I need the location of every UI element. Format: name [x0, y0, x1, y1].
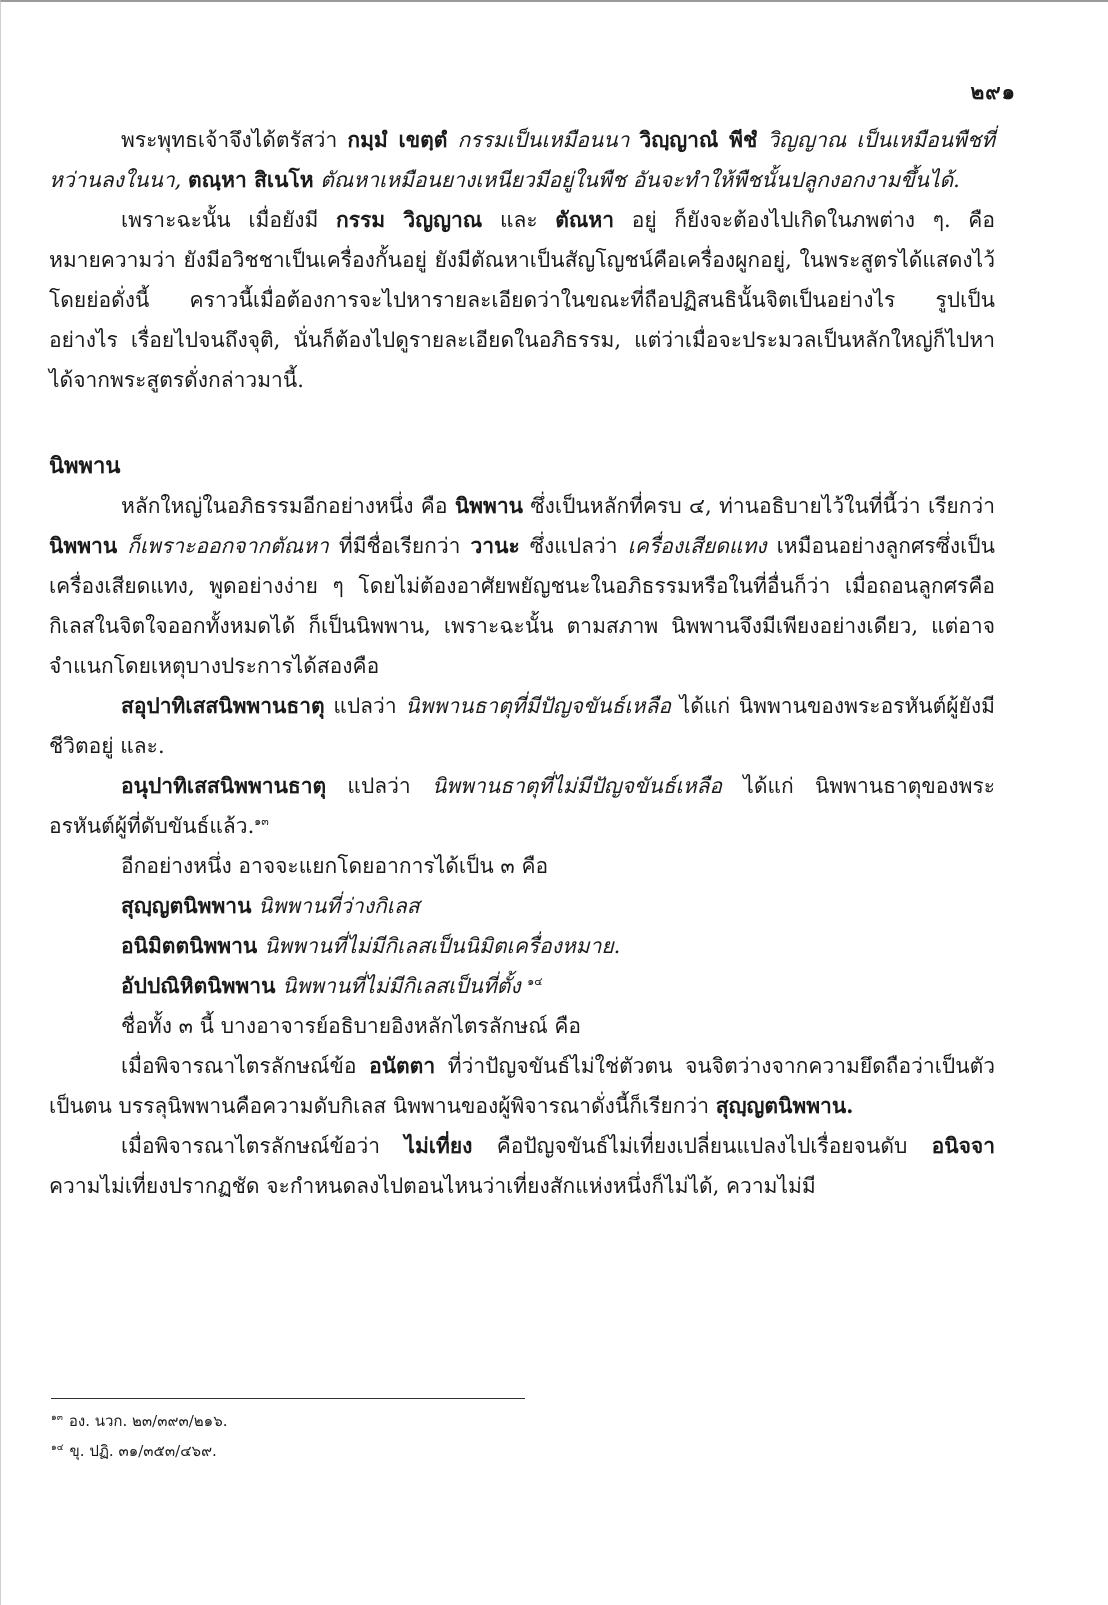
italic-phrase: ก็เพราะออกจากตัณหา — [117, 534, 329, 558]
footnote-marker[interactable]: ๑๓ — [254, 815, 269, 828]
italic-phrase: นิพพานที่ว่างกิเลส — [251, 894, 420, 918]
italic-phrase: เครื่องเสียดแทง — [627, 534, 767, 558]
italic-phrase: นิพพานธาตุที่ไม่มีปัญจขันธ์เหลือ — [431, 774, 723, 798]
text-run: คือปัญจขันธ์ไม่เที่ยงเปลี่ยนแปลงไปเรื่อยจนดับ — [472, 1134, 932, 1158]
paragraph-3 — [49, 486, 995, 686]
page-number: ๒๙๑ — [970, 79, 1016, 104]
bold-term: อนัตตา — [369, 1053, 436, 1078]
text-run: แปลว่า — [326, 774, 432, 798]
bold-term: กรรม วิญญาณ — [336, 207, 483, 232]
bold-term: สุญฺญตนิพพาน — [121, 893, 252, 918]
text-run: ได้แก่ นิพพานของพระอรหันต์ผู้ยังมีชีวิตอยู่ และ. — [49, 694, 995, 758]
paragraph-2 — [49, 200, 995, 400]
bold-term: ตัณหา — [555, 207, 615, 232]
translation: วิญญาณ เป็นเหมือนพืชที่หว่านลงในนา, — [49, 128, 995, 192]
text-run: แปลว่า — [324, 694, 406, 718]
footnote-number: ๑๔ — [51, 1443, 64, 1453]
text-run: เมื่อพิจารณาไตรลักษณ์ข้อว่า — [121, 1134, 405, 1158]
body-text — [49, 120, 995, 1206]
bold-term: อนิจจา — [931, 1133, 995, 1158]
bold-term: ไม่เที่ยง — [404, 1133, 473, 1158]
paragraph-5 — [49, 766, 995, 846]
bold-term: อัปปณิหิตนิพพาน — [121, 973, 276, 998]
text-run: ที่มีชื่อเรียกว่า — [328, 534, 471, 558]
footnote-number: ๑๓ — [51, 1413, 63, 1423]
text-run: เหมือนอย่างลูกศรซึ่งเป็นเครื่องเสียดแทง, พูดอย่างง่าย ๆ โดยไม่ต้องอาศัยพยัญชนะในอภิธรรมหรือในที่อื่นก็ว่า เมื่อถอนลูกศรคือกิเลสในจิตใจออกทั้งหมดได้ ก็เป็นนิพพาน, เพราะฉะนั้น ตามสภาพ นิพพานจึงมีเพียงอย่างเดียว, แต่อาจจำแนกโดยเหตุบางประการได้สองคือ — [49, 534, 995, 678]
text-run: ได้แก่ นิพพานธาตุของพระอรหันต์ผู้ที่ดับขันธ์แล้ว. — [49, 774, 995, 838]
text-run: เพราะฉะนั้น เมื่อยังมี — [121, 208, 337, 232]
bold-term: สุญฺญตนิพพาน. — [715, 1093, 854, 1118]
paragraph-4 — [49, 686, 995, 766]
section-gap — [49, 400, 995, 438]
bold-term: นิพพาน — [49, 533, 118, 558]
footnote-13 — [51, 1406, 951, 1436]
text-run: ความไม่เที่ยงปรากฏชัด จะกำหนดลงไปตอนไหนว่าเที่ยงสักแห่งหนึ่งก็ไม่ได้, ความไม่มี — [49, 1174, 816, 1198]
italic-phrase: นิพพานธาตุที่มีปัญจขันธ์เหลือ — [405, 694, 671, 718]
paragraph-9 — [49, 1126, 995, 1206]
list-item — [49, 886, 995, 926]
bold-term: วานะ — [470, 533, 520, 558]
footnote-marker[interactable]: ๑๔ — [527, 975, 543, 988]
text-run: ซึ่งแปลว่า — [519, 534, 628, 558]
list-item — [49, 926, 995, 966]
pali-term: ตณฺหา สิเนโห — [188, 167, 314, 192]
translation: กรรมเป็นเหมือนนา — [447, 128, 640, 152]
text-run: ที่ว่าปัญจขันธ์ไม่ใช่ตัวตน จนจิตว่างจากความยึดถือว่าเป็นตัวเป็นตน บรรลุนิพพานคือความดับกิเลส นิพพานของผู้พิจารณาดั่งนี้ก็เรียกว่า — [49, 1054, 995, 1118]
italic-phrase: นิพพานที่ไม่มีกิเลสเป็นที่ตั้ง — [275, 974, 521, 998]
text-run: อยู่ ก็ยังจะต้องไปเกิดในภพต่าง ๆ. คือหมายความว่า ยังมีอวิชชาเป็นเครื่องกั้นอยู่ ยังมีตัณหาเป็นสัญโญชน์คือเครื่องผูกอยู่, ในพระสูตรได้แสดงไว้โดยย่อดั่งนี้ คราวนี้เมื่อต้องการจะไปหารายละเอียดว่าในขณะที่ถือปฏิสนธินั้นจิตเป็นอย่างไร รูปเป็นอย่างไร เรื่อยไปจนถึงจุติ, นั่นก็ต้องไปดูรายละเอียดในอภิธรรม, แต่ว่าเมื่อจะประมวลเป็นหลักใหญ่ก็ไปหาได้จากพระสูตรดั่งกล่าวมานี้. — [49, 208, 995, 392]
text-run: หลักใหญ่ในอภิธรรมอีกอย่างหนึ่ง คือ — [121, 494, 455, 518]
italic-phrase: นิพพานที่ไม่มีกิเลสเป็นนิมิตเครื่องหมาย. — [257, 934, 621, 958]
paragraph-7: ชื่อทั้ง ๓ นี้ บางอาจารย์อธิบายอิงหลักไตรลักษณ์ คือ — [121, 1014, 582, 1038]
text-run: เมื่อพิจารณาไตรลักษณ์ข้อ — [121, 1054, 370, 1078]
text-run: พระพุทธเจ้าจึงได้ตรัสว่า — [121, 128, 348, 152]
paragraph-8 — [49, 1046, 995, 1126]
bold-term: นิพพาน — [454, 493, 524, 518]
footnote-text: ขุ. ปฏิ. ๓๑/๓๕๓/๔๖๙. — [69, 1442, 217, 1460]
section-heading: นิพพาน — [49, 453, 121, 479]
pali-term: วิญฺญาณํ พีชํ — [639, 127, 758, 152]
translation: ตัณหาเหมือนยางเหนียวมีอยู่ในพืช อันจะทำให้พืชนั้นปลูกงอกงามขึ้นได้. — [313, 168, 960, 192]
text-run: และ — [482, 208, 556, 232]
bold-term: อนุปาทิเสสนิพพานธาตุ — [121, 773, 327, 798]
footnotes — [51, 1406, 951, 1466]
paragraph-1 — [49, 120, 995, 200]
footnote-text: อง. นวก. ๒๓/๓๙๓/๒๑๖. — [68, 1412, 228, 1430]
bold-term: สอุปาทิเสสนิพพานธาตุ — [121, 693, 325, 718]
bold-term: อนิมิตตนิพพาน — [121, 933, 258, 958]
pali-term: กมฺมํ เขตฺตํ — [347, 127, 448, 152]
paragraph-6: อีกอย่างหนึ่ง อาจจะแยกโดยอาการได้เป็น ๓ คือ — [121, 854, 549, 878]
text-run: ซึ่งเป็นหลักที่ครบ ๔, ท่านอธิบายไว้ในที่นี้ว่า เรียกว่า — [523, 494, 995, 518]
footnote-divider — [51, 1398, 525, 1399]
list-item — [49, 966, 995, 1006]
footnote-14 — [51, 1436, 951, 1466]
